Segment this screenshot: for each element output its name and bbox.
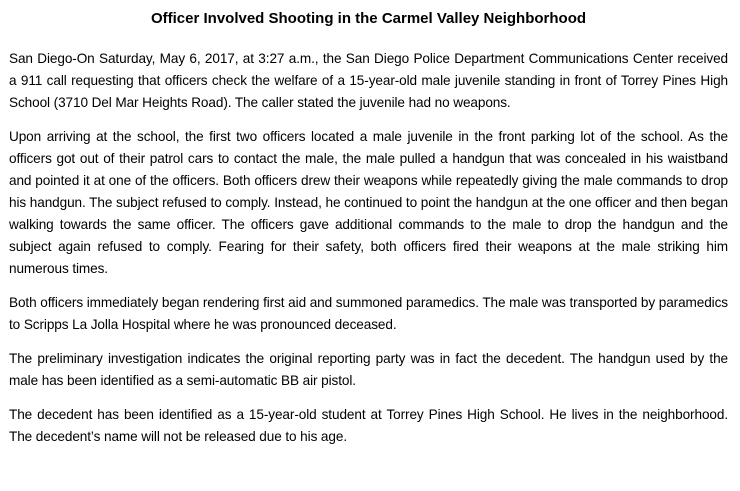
document-title: Officer Involved Shooting in the Carmel Valley Neighborhood — [150, 10, 587, 27]
paragraph-call: San Diego-On Saturday, May 6, 2017, at 3:27 a.m., the San Diego Police Department Communications Center received a 911 call requesting that officers check the welfare of a 15-year-old male juvenile standing in front of Torrey Pines High School (3710 Del Mar Heights Road). The caller stated the juvenile had no weapons. — [9, 51, 728, 110]
paragraph-decedent: The decedent has been identified as a 15-year-old student at Torrey Pines High School. He lives in the neighborhood. The decedent’s name will not be released due to his age. — [9, 407, 728, 444]
paragraph-encounter: Upon arriving at the school, the first two officers located a male juvenile in the front parking lot of the school. As the officers got out of their patrol cars to contact the male, the male pulled a handgun that was concealed in his waistband and pointed it at one of the officers. Both officers drew their weapons while repeatedly giving the male commands to drop his handgun. The subject refused to comply. Instead, he continued to point the handgun at the one officer and then began walking towards the same officer. The officers gave additional commands to the male to drop the handgun and the subject again refused to comply. Fearing for their safety, both officers fired their weapons at the male striking him numerous times. — [9, 129, 728, 276]
paragraph-investigation: The preliminary investigation indicates the original reporting party was in fact the decedent. The handgun used by the male has been identified as a semi-automatic BB air pistol. — [9, 351, 728, 388]
paragraph-first-aid: Both officers immediately began rendering first aid and summoned paramedics. The male was transported by paramedics to Scripps La Jolla Hospital where he was pronounced deceased. — [9, 295, 728, 332]
